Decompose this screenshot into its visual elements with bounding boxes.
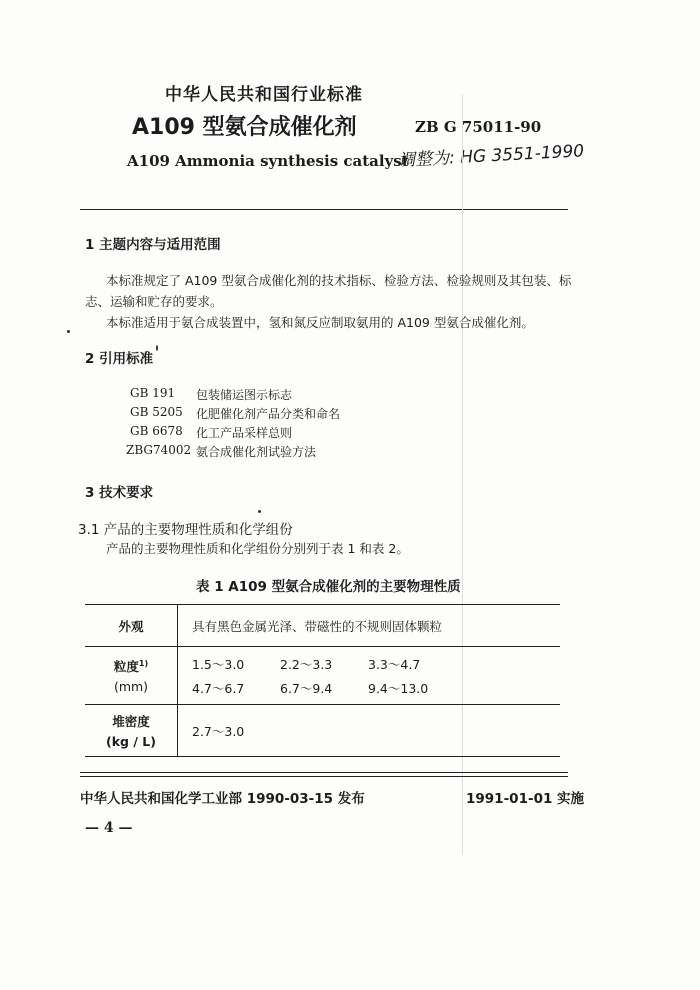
footer-rule <box>80 772 568 773</box>
grain-size-unit: (mm) <box>113 679 149 694</box>
section-1-heading: 1 主题内容与适用范围 <box>85 237 221 253</box>
table-row <box>85 705 560 757</box>
grain-size-range: 2.2～3.3 <box>280 656 333 672</box>
section-1-para-line-1: 本标准规定了 A109 型氨合成催化剂的技术指标、检验方法、检验规则及其包装、标 <box>106 273 572 288</box>
standard-code: ZB G 75011-90 <box>415 118 542 136</box>
page-number: — 4 — <box>85 820 133 836</box>
appearance-value: 具有黑色金属光泽、带磁性的不规则固体颗粒 <box>178 605 561 647</box>
ref-title: 包装储运图示标志 <box>196 388 293 402</box>
scan-speck <box>258 510 261 513</box>
footer-rule-double <box>80 776 568 777</box>
footnote-marker: 1) <box>138 658 149 668</box>
grain-size-range: 1.5～3.0 <box>192 656 245 672</box>
physical-properties-table <box>85 604 560 757</box>
ref-code: ZBG74002 <box>126 443 192 457</box>
effective-date: 1991-01-01 实施 <box>466 791 585 807</box>
grain-size-range: 4.7～6.7 <box>192 680 245 696</box>
bulk-density-value: 2.7～3.0 <box>178 705 561 757</box>
table-row <box>85 605 560 647</box>
section-1-para-line-2: 志、运输和贮存的要求。 <box>85 294 223 309</box>
handwritten-annotation: 调整为: HG 3551-1990 <box>397 141 585 171</box>
scan-speck <box>156 345 158 351</box>
document-title-english: A109 Ammonia synthesis catalyst <box>127 152 409 170</box>
header-rule <box>80 209 568 210</box>
ref-code: GB 5205 <box>130 405 183 419</box>
subsection-3-1-heading: 3.1 产品的主要物理性质和化学组份 <box>78 522 293 538</box>
bulk-density-unit: (kg / L) <box>106 734 156 749</box>
ref-title: 化工产品采样总则 <box>196 426 293 440</box>
ref-title: 化肥催化剂产品分类和命名 <box>196 407 341 421</box>
section-1-para-2: 本标准适用于氨合成装置中，氢和氮反应制取氨用的 A109 型氨合成催化剂。 <box>106 315 534 330</box>
section-3-heading: 3 技术要求 <box>85 485 154 501</box>
grain-size-range: 3.3～4.7 <box>368 656 421 672</box>
grain-size-row <box>192 679 559 697</box>
bulk-density-label <box>85 705 178 757</box>
ref-title: 氨合成催化剂试验方法 <box>196 445 317 459</box>
appearance-label: 外观 <box>85 605 178 647</box>
standard-organization: 中华人民共和国行业标准 <box>165 85 363 105</box>
subsection-3-1-text: 产品的主要物理性质和化学组份分别列于表 1 和表 2。 <box>106 541 409 556</box>
ref-code: GB 6678 <box>130 424 183 438</box>
bulk-density-label-text: 堆密度 <box>112 714 150 729</box>
grain-size-label-text: 粒度 <box>113 659 139 674</box>
ref-code: GB 191 <box>130 386 176 400</box>
document-title-chinese: A109 型氨合成催化剂 <box>132 115 357 140</box>
issue-date: 中华人民共和国化学工业部 1990-03-15 发布 <box>80 791 365 807</box>
scan-speck <box>67 330 70 333</box>
grain-size-label <box>85 647 178 705</box>
table-row <box>85 647 560 705</box>
grain-size-range: 9.4～13.0 <box>368 680 429 696</box>
table-1-caption: 表 1 A109 型氨合成催化剂的主要物理性质 <box>196 579 461 595</box>
grain-size-range: 6.7～9.4 <box>280 680 333 696</box>
grain-size-row <box>192 655 559 673</box>
grain-size-values <box>178 647 561 705</box>
section-2-heading: 2 引用标准 <box>85 351 154 367</box>
